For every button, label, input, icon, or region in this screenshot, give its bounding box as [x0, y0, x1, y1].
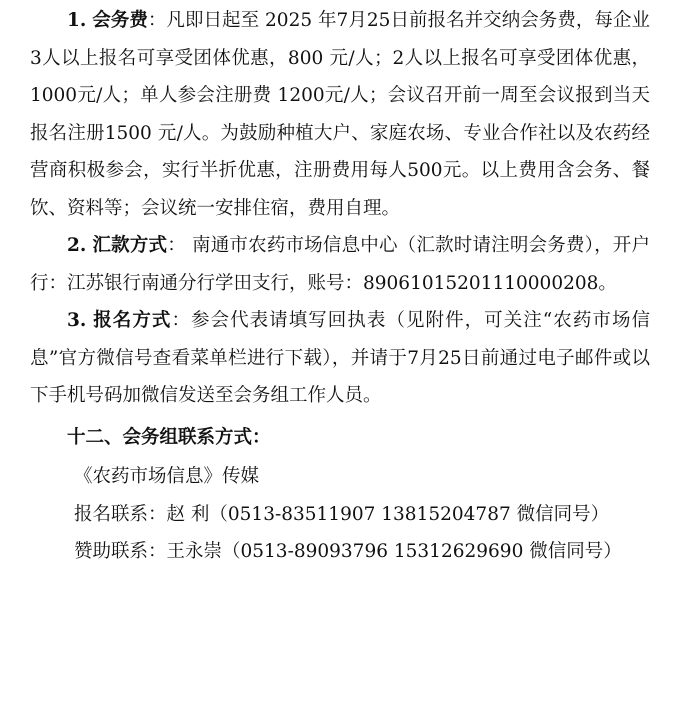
payment-text: ： 南通市农药市场信息中心（汇款时请注明会务费），开户行：江苏银行南通分行学田支行，账号：89061015201110000208。	[30, 235, 650, 294]
fee-label: 会务费	[92, 10, 148, 31]
document-body	[30, 0, 650, 571]
registration-label: 报名方式	[93, 310, 172, 331]
payment-paragraph	[30, 227, 650, 302]
payment-number: 2.	[67, 235, 87, 256]
sponsor-contact: 赞助联系：王永崇（0513-89093796 15312629690 微信同号）	[74, 541, 622, 562]
registration-number: 3.	[67, 310, 87, 331]
fee-text: ：凡即日起至 2025 年7月25日前报名并交纳会务费，每企业 3人以上报名可享受团体优惠，800 元/人；2人以上报名可享受团体优惠，1000元/人；单人参会注册费 1200元/人；会议召开前一周至会议报到当天报名注册1500 元/人。为鼓励种植大户、家庭农场、专业合作社以及农药经营商积极参会，实行半折优惠，注册费用每人500元。以上费用含会务、餐饮、资料等；会议统一安排住宿，费用自理。	[30, 10, 650, 219]
payment-label: 汇款方式	[92, 235, 168, 256]
registration-text: ：参会代表请填写回执表（见附件，可关注“农药市场信息”官方微信号查看菜单栏进行下载），并请于7月25日前通过电子邮件或以下手机号码加微信发送至会务组工作人员。	[30, 310, 650, 406]
contact-heading: 十二、会务组联系方式：	[67, 426, 271, 448]
publisher-name: 《农药市场信息》传媒	[74, 466, 260, 487]
registration-paragraph	[30, 302, 650, 415]
registration-contact: 报名联系：赵 利（0513-83511907 13815204787 微信同号）	[74, 503, 610, 525]
fee-paragraph	[30, 0, 650, 227]
fee-number: 1.	[67, 10, 87, 31]
